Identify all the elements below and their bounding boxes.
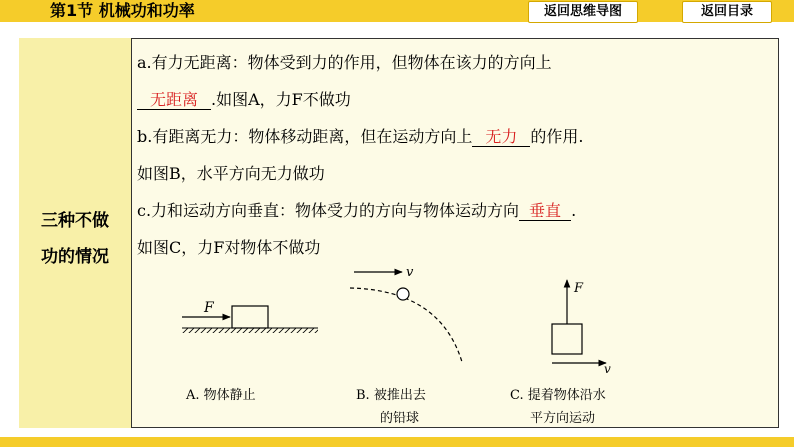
row-label: [23, 203, 127, 275]
caption-b-line1: B. 被推出去: [356, 388, 426, 403]
figure-c: [510, 280, 611, 426]
row-label-line: 三种不做: [41, 211, 109, 231]
shot-put-ball: [397, 288, 409, 300]
answer-blank-b: 无力: [472, 128, 530, 147]
force-label-c: F: [574, 281, 584, 296]
force-label-a: F: [204, 300, 214, 316]
figure-b: [350, 265, 462, 426]
caption-c-line1: C. 提着物体沿水: [510, 388, 606, 403]
item-a-line1: a.有力无距离：物体受到力的作用，但物体在该力的方向上: [137, 53, 552, 72]
item-b-post: 的作用.: [530, 127, 584, 146]
caption-b-line2: 的铅球: [380, 411, 420, 426]
velocity-label-c: v: [604, 362, 611, 376]
item-b-line1: [137, 118, 771, 155]
figure-a: [182, 300, 318, 403]
velocity-label-b: v: [406, 265, 414, 280]
bottom-bar: [0, 437, 794, 447]
ground-hatch: [182, 328, 318, 333]
page-title: 第1节 机械功和功率: [50, 1, 195, 20]
item-c-line2: 如图C，力F对物体不做功: [137, 238, 321, 257]
item-a-rest: .如图A，力F不做功: [211, 90, 351, 109]
item-c-pre: c.力和运动方向垂直：物体受力的方向与物体运动方向: [137, 201, 520, 220]
item-c-post: .: [571, 201, 577, 220]
content-text: [137, 44, 771, 266]
figures-illustration: [140, 262, 770, 437]
back-to-mindmap-button[interactable]: 返回思维导图: [528, 1, 638, 23]
row-label-line: 功的情况: [41, 247, 109, 267]
block-c: [552, 324, 582, 354]
item-b-pre: b.有距离无力：物体移动距离，但在运动方向上: [137, 127, 473, 146]
item-b-line2: 如图B，水平方向无力做功: [137, 164, 325, 183]
item-a-line2: [137, 81, 771, 118]
block-a: [232, 306, 268, 328]
item-c-line1: [137, 192, 771, 229]
answer-blank-a: 无距离: [137, 91, 211, 110]
caption-c-line2: 平方向运动: [530, 411, 596, 426]
caption-a: A. 物体静止: [186, 388, 256, 403]
answer-blank-c: 垂直: [519, 202, 571, 221]
back-to-toc-button[interactable]: 返回目录: [682, 1, 772, 23]
